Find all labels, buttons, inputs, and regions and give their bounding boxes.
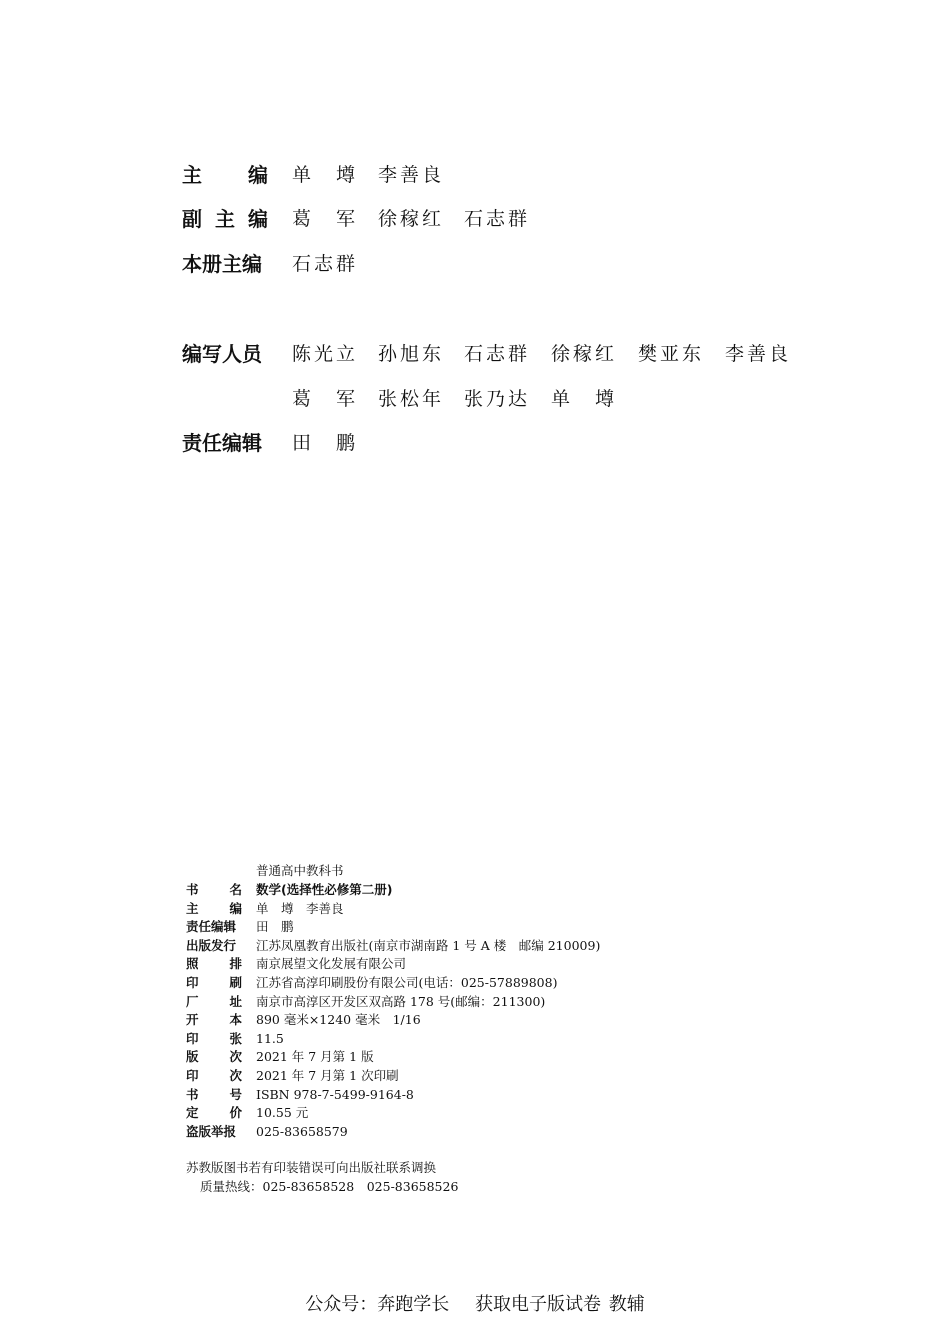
colophon-label: 印 张	[186, 1030, 242, 1046]
colophon-value: 890 毫米×1240 毫米 1/16	[256, 1012, 421, 1028]
person-name: 陈光立	[292, 343, 359, 365]
colophon-label: 印 次	[186, 1068, 242, 1083]
colophon-label: 印 刷	[186, 975, 242, 990]
person-name: 孙旭东	[378, 343, 445, 365]
person-name: 徐稼红	[551, 343, 618, 365]
colophon-label: 开 本	[186, 1012, 242, 1028]
deputy-editor-label-char: 副	[182, 207, 202, 231]
person-name: 石志群	[464, 343, 531, 365]
colophon-value: 南京展望文化发展有限公司	[256, 956, 407, 972]
person-name: 徐稼红	[378, 208, 445, 230]
colophon-value: 2021 年 7 月第 1 版	[256, 1049, 374, 1065]
person-name: 石志群	[464, 208, 531, 230]
chief-editor-label-char: 主	[182, 163, 202, 187]
person-name: 单 墫	[292, 164, 359, 186]
colophon-label: 书 号	[186, 1086, 242, 1102]
deputy-editor-label-char: 编	[248, 207, 268, 231]
person-name: 张乃达	[464, 388, 531, 410]
colophon-value: 单 墫 李善良	[256, 900, 344, 916]
colophon-value: 江苏省高淳印刷股份有限公司(电话：025-57889808)	[256, 975, 558, 990]
person-name: 田 鹏	[292, 432, 359, 454]
colophon-value: 10.55 元	[256, 1105, 309, 1121]
series-title: 普通高中教科书	[256, 863, 344, 878]
colophon-label: 主 编	[186, 900, 242, 916]
person-name: 李善良	[725, 343, 792, 365]
person-name: 李善良	[378, 164, 445, 186]
chief-editor-label	[182, 160, 268, 190]
notice-line-1: 苏教版图书若有印装错误可向出版社联系调换	[186, 1160, 437, 1175]
person-name: 单 墫	[551, 388, 618, 410]
colophon-label: 出版发行	[186, 937, 237, 953]
colophon-value: 数学(选择性必修第二册)	[256, 882, 393, 897]
colophon-value: 11.5	[256, 1030, 284, 1046]
colophon-value: 025-83658579	[256, 1123, 348, 1139]
footer-banner: 公众号：奔跑学长 获取电子版试卷 教辅	[305, 1294, 645, 1315]
person-name: 葛 军	[292, 388, 359, 410]
writers-label: 编写人员	[182, 342, 262, 366]
colophon-value: 南京市高淳区开发区双高路 178 号(邮编：211300)	[256, 993, 546, 1009]
deputy-editor-label	[182, 204, 268, 234]
colophon-label: 责任编辑	[186, 919, 237, 935]
colophon-label: 盗版举报	[186, 1123, 237, 1139]
colophon-value: ISBN 978-7-5499-9164-8	[256, 1086, 414, 1102]
deputy-editor-label-char: 主	[215, 207, 235, 231]
colophon-label: 书 名	[186, 882, 242, 897]
person-name: 樊亚东	[638, 343, 705, 365]
colophon-label: 定 价	[186, 1105, 242, 1121]
colophon-value: 江苏凤凰教育出版社(南京市湖南路 1 号 A 楼 邮编 210009)	[256, 937, 601, 953]
person-name: 葛 军	[292, 208, 359, 230]
volume-editor-label: 本册主编	[182, 252, 262, 276]
chief-editor-label-char: 编	[248, 163, 268, 187]
notice-line-2: 质量热线：025-83658528 025-83658526	[200, 1179, 459, 1194]
responsible-editor-label: 责任编辑	[182, 431, 262, 455]
colophon-label: 照 排	[186, 956, 242, 972]
colophon-label: 版 次	[186, 1049, 242, 1065]
person-name: 石志群	[292, 253, 359, 275]
person-name: 张松年	[378, 388, 445, 410]
colophon-value: 田 鹏	[256, 919, 294, 935]
colophon-value: 2021 年 7 月第 1 次印刷	[256, 1068, 399, 1083]
colophon-label: 厂 址	[186, 993, 242, 1009]
quality-notice	[186, 1158, 458, 1196]
